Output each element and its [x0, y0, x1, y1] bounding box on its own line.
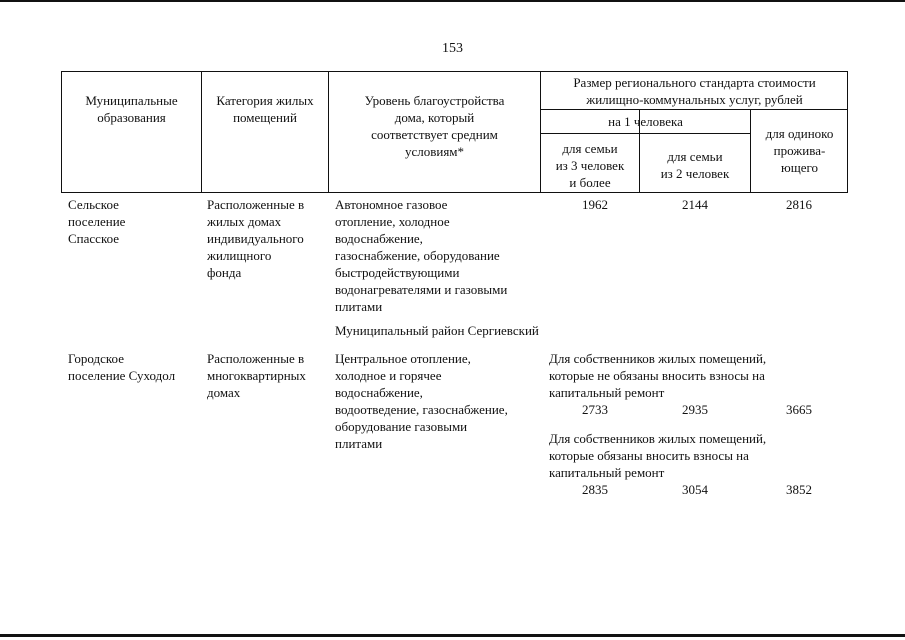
row2-value2-single: 3852: [786, 482, 812, 497]
top-rule: [0, 0, 905, 2]
row2-value2-family-3: 2835: [582, 482, 608, 497]
row2-note-not-obliged: Для собственников жилых помещений, которые не обязаны вносить взносы на капитальный ремонт: [549, 351, 767, 400]
row2-value1-single: 3665: [786, 402, 812, 417]
row2-municipality: Городское поселение Суходол: [68, 351, 176, 383]
row2-note-obliged: Для собственников жилых помещений, которые обязаны вносить взносы на капитальный ремонт: [549, 431, 767, 480]
row2-value1-family-3: 2733: [582, 402, 608, 417]
row1-value-family-3: 1962: [582, 197, 608, 212]
row-divider: [540, 109, 848, 110]
header-municipalities: Муниципальные образования: [85, 93, 178, 125]
header-family-3: для семьи из 3 человек и более: [555, 141, 625, 190]
header-standard-size: Размер регионального стандарта стоимости жилищно-коммунальных услуг, рублей: [573, 75, 816, 107]
row1-category: Расположенные в жилых домах индивидуального жилищного фонда: [207, 197, 305, 280]
row1-municipality: Сельское поселение Спасское: [68, 197, 126, 246]
section-title: Муниципальный район Сергиевский: [335, 323, 539, 338]
row2-value2-family-2: 3054: [682, 482, 708, 497]
row2-value1-family-2: 2935: [682, 402, 708, 417]
page-number: 153: [442, 41, 463, 56]
row1-level: Автономное газовое отопление, холодное водоснабжение, газоснабжение, оборудование быстродействующими водонагревателями и газовыми плитами: [335, 197, 508, 314]
row2-category: Расположенные в многоквартирных домах: [207, 351, 306, 400]
bottom-rule: [0, 634, 905, 637]
row1-value-single: 2816: [786, 197, 812, 212]
row-divider: [540, 133, 750, 134]
header-single: для одиноко прожива- ющего: [765, 126, 834, 175]
header-level: Уровень благоустройства дома, который соответствует средним условиям*: [364, 93, 505, 159]
table-header: [61, 71, 848, 193]
header-family-2: для семьи из 2 человек: [660, 149, 730, 181]
header-per-person: на 1 человека: [608, 114, 683, 129]
column-divider: [201, 72, 202, 192]
header-category: Категория жилых помещений: [216, 93, 314, 125]
row2-level: Центральное отопление, холодное и горячее водоснабжение, водоотведение, газоснабжение, оборудование газовыми плитами: [335, 351, 508, 451]
row1-value-family-2: 2144: [682, 197, 708, 212]
